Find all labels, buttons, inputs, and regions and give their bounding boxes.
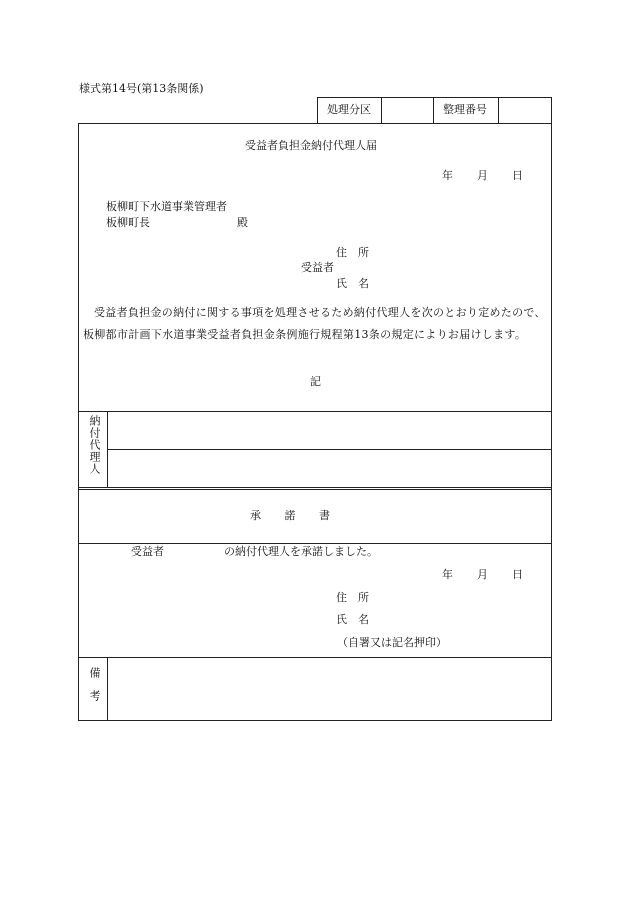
agent-field-row2[interactable]	[108, 450, 551, 486]
consent-date-year: 年	[442, 568, 453, 581]
notice-title: 受益者負担金納付代理人届	[245, 139, 377, 152]
signature-note: （自署又は記名押印）	[337, 636, 447, 649]
notice-address-label: 住 所	[336, 246, 369, 259]
consent-name-label: 氏 名	[336, 613, 369, 626]
consent-date-month: 月	[477, 568, 488, 581]
addressee-line1: 板柳町下水道事業管理者	[106, 200, 227, 213]
consent-date-day: 日	[512, 568, 523, 581]
remarks-field[interactable]	[108, 658, 551, 720]
agent-field-row1[interactable]	[108, 412, 551, 448]
addressee-honorific: 殿	[237, 216, 248, 229]
consent-title: 承 諾 書	[250, 509, 331, 522]
reference-field[interactable]	[499, 98, 551, 123]
consent-text: の納付代理人を承諾しました。	[224, 545, 378, 558]
notice-ki-label: 記	[310, 375, 321, 388]
consent-address-label: 住 所	[336, 591, 369, 604]
processing-field[interactable]	[382, 98, 432, 123]
notice-name-label: 氏 名	[336, 277, 369, 290]
processing-label: 処理分区	[327, 103, 371, 116]
reference-label: 整理番号	[443, 103, 487, 116]
form-number: 様式第14号(第13条関係)	[79, 82, 204, 95]
consent-beneficiary-label: 受益者	[131, 545, 164, 558]
notice-date-year: 年	[442, 169, 453, 182]
notice-beneficiary-label: 受益者	[301, 261, 334, 274]
notice-date-month: 月	[477, 169, 488, 182]
agent-label: 納付代理人	[88, 415, 101, 475]
notice-body-text: 受益者負担金の納付に関する事項を処理させるため納付代理人を次のとおり定めたので、板柳都市計画下水道事業受益者負担金条例施行規程第13条の規定によりお届けします。	[83, 306, 546, 341]
notice-date-day: 日	[512, 169, 523, 182]
addressee-line2: 板柳町長	[106, 216, 150, 229]
remarks-label: 備考	[88, 667, 101, 713]
